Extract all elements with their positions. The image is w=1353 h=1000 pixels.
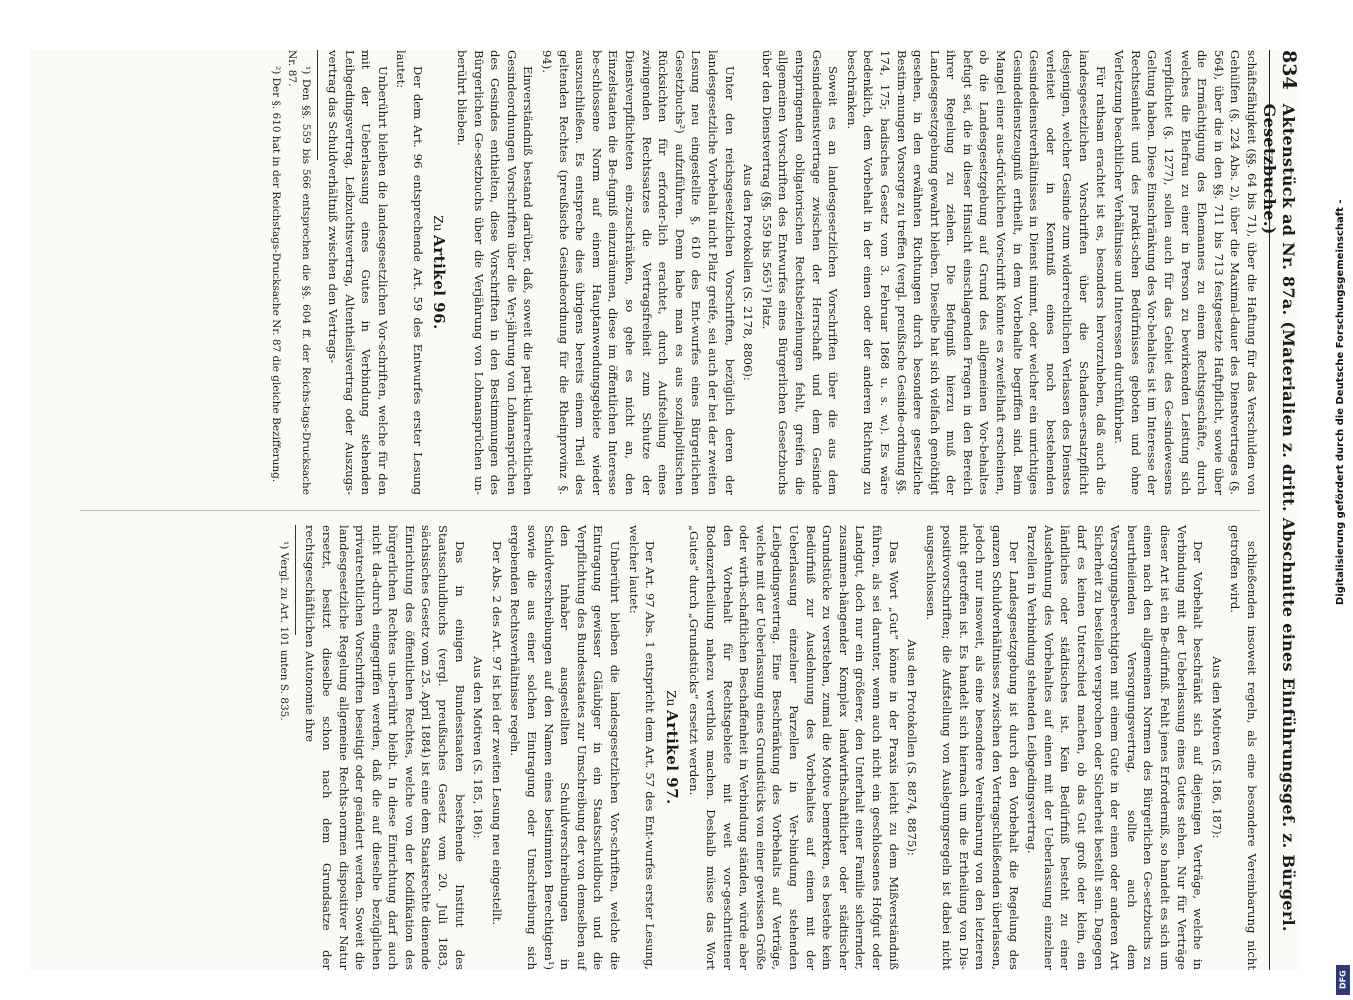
- right-column: [275, 525, 1260, 970]
- article-heading: Zu Artikel 96.: [430, 215, 449, 330]
- page-header: [1260, 50, 1300, 970]
- paragraph: Der dem Art. 96 entsprechende Art. 59 des Entwurfes erster Lesung lautet:: [394, 50, 425, 495]
- paragraph: Das Wort „Gut“ könne in der Praxis leicht zu dem Mißverständniß führen, als sei darunter, wenn auch nicht ein geschlossenes Hofgut oder Landgut, doch nur ein größerer, den Unterhalt einer Familie sichernder, zusammen-hängender Komplex landwirthschaftlicher oder städtischer Grundstücke zu verstehen, zumal die Motive bemerkten, es bestehe kein Bedürfniß zur Ausdehnung des Vorbehaltes auf einen mit der Ueberlassung einzelner Parzellen in Ver-bindung stehenden Leibgedingsvertrag. Eine Beschränkung des Vorbehalts auf Verträge, welche mit der Ueberlassung eines Grundstücks von einer gewissen Größe oder wirth-schaftlichen Beschaffenheit in Verbindung ständen, würde aber den Vorbehalt für Rechtsgebiete mit weit vor-geschrittener Bodenzertheilung nahezu werthlos machen. Deshalb müsse das Wort „Gutes“ durch „Grundstücks“ ersetzt werden.: [687, 525, 901, 970]
- paragraph: Soweit es an landesgesetzlichen Vorschriften über die aus dem Gesindedienstvertrage zwischen der Herrschaft und dem Gesinde entspringenden obligatorischen Rechtsbeziehungen fehlt, greifen die allgemeinen Vorschriften des Entwurfes eines Bürgerlichen Gesetzbuchs über den Dienstvertrag (§§. 559 bis 565¹) Platz.: [759, 50, 841, 495]
- paragraph: Unter den reichsgesetzlichen Vorschriften, bezüglich deren der landesgesetzliche Vorbehalt nicht Platz greife, sei auch der bei der zweiten Lesung neu eingestellte §. 610 des Ent-wurfes eines Bürgerlichen Gesetzbuchs²) aufzuführen. Denn habe man es aus sozialpolitischen Rücksichten für erforder-lich erachtet, durch Aufstellung eines zwingenden Rechtssatzes die Vertragsfreiheit zum Schutze der Dienstverpflichteten ein-zuschränken, so gehe es nicht an, den Einzelstaaten die Be-fugniß einzuräumen, diese im öffentlichen Interesse be-schlossene Norm auf einem Hauptanwendungsgebiete wieder auszuschließen. Es entspreche dies übrigens bereits einem Theil des geltenden Rechtes (preußische Gesindeordnung für die Rheinprovinz §. 94).: [540, 50, 737, 495]
- footnote-rule: [317, 50, 318, 160]
- source-heading: Aus den Protokollen (S. 2178, 8806):: [741, 164, 756, 381]
- paragraph: Der Landesgesetzgebung ist durch den Vorbehalt die Regelung des ganzen Schuldverhältnisses zwischen den Vertragschließenden überlassen, jedoch nur insoweit, als eine besondere Vereinbarung von den letzteren nicht getroffen ist. Es handelt sich hiernach um die Ertheilung von Dis-positivvorschriften; die Aufstellung von Auslegungsregeln ist dabei nicht ausgeschlossen.: [923, 525, 1021, 970]
- footnote: ²) Der §. 610 hat in der Reichstags-Drucksache Nr. 87 die gleiche Bezifferung.: [270, 66, 283, 483]
- quoted-text: Unberührt bleiben die landesgesetzlichen Vor-schriften, welche die Eintragung gewisser Gläubiger in ein Staatsschuldbuch und die Verpflichtung des Bundesstaates zur Umschreibung der von demselben auf den Inhaber ausgestellten Schuldverschreibungen in Schuldverschreibungen auf den Namen eines bestimmten Berechtigten¹) sowie die aus einer solchen Eintragung oder Umschreibung sich ergebenden Rechtsverhältnisse regeln.: [508, 525, 623, 970]
- paragraph: Einverständniß bestand darüber, daß, soweit die parti-kularrechtlichen Gesindeordnungen Vorschriften über die Ver-jährung von Lohnansprüchen des Gesindes enthielten, diese Vorschriften in den Bestimmungen des Bürgerlichen Ge-setzbuchs über die Verjährung von Lohnansprüchen un-berührt blieben.: [455, 50, 536, 495]
- digitization-credit: Digitalisierung gefördert durch die Deutsche Forschungsgemeinschaft -: [1335, 199, 1346, 605]
- article-heading: Zu Artikel 97.: [662, 690, 681, 805]
- document-page: [30, 50, 1300, 970]
- quoted-text: schließenden insoweit regeln, als eine besondere Vereinbarung nicht getroffen wird.: [1228, 525, 1259, 970]
- paragraph: Für rathsam erachtet ist es, besonders hervorzuheben, daß auch die landesgesetzlichen Vorschriften über die Schadens-ersatzpflicht desjenigen, welcher Gesinde zum widerrechtlichen Verlassen des Dienstes verleitet oder in Kenntniß eines noch bestehenden Gesindedienstverhältnisses in Dienst nimmt, oder welcher ein unrichtiges Gesindedienstzeugniß ertheilt, in dem Vorbehalte begriffen sind. Beim Mangel einer aus-drücklichen Vorschrift könnte es zweifelhaft erscheinen, ob die Landesgesetzgebung auf Grund des allgemeinen Vor-behaltes befugt sei, die in dieser Hinsicht einschlagenden Fragen in den Bereich ihrer Regelung zu ziehen. Die Befugniß hierzu muß der Landesgesetzgebung gewahrt bleiben. Dieselbe hat sich vielfach genöthigt gesehen, in den erwähnten Richtungen durch besondere gesetzliche Bestim-mungen Vorsorge zu treffen (vergl. preußische Gesinde-ordnung §§. 174, 175; badisches Gesetz vom 3. Februar 1868 u. s. w.). Es wäre bedenklich, dem Vorbehalt in der einen oder der anderen Richtung zu beschränken.: [844, 50, 1108, 495]
- paragraph: Der Vorbehalt beschränkt sich auf diejenigen Verträge, welche in Verbindung mit der Ueberlassung eines Gutes stehen. Nur für Verträge dieser Art ist ein Be-dürfniß. Fehlt jenes Erforderniß, so handelt es sich um einen nach den allgemeinen Normen des Bürgerlichen Ge-setzbuchs zu beurtheilenden Versorgungsvertrag, sollte auch dem Versorgungsberechtigten mit einem Gute in der einen oder anderen Art Sicherheit zu bestellen versprochen oder Sicherheit bestellt sein. Dagegen darf es keinen Unterschied machen, ob das Gut groß oder klein, ein ländliches oder städtisches ist. Kein Bedürfniß besteht zu einer Ausdehnung des Vorbehaltes auf einen mit der Ueberlassung einzelner Parzellen in Verbindung stehenden Leibgedingsvertrag.: [1025, 525, 1206, 970]
- article-title: Artikel 97.: [662, 710, 681, 805]
- page-number: 834: [1278, 50, 1300, 90]
- paragraph: schäftsfähigkeit (§§. 64 bis 71), über die Haftung für das Verschulden von Gehülfen (§. 224 Abs. 2), über die Maximal-dauer des Dienstvertrages (§. 564), über die in den §§. 711 bis 713 festgesetzte Haftpflicht, sowie über die Ermächtigung des Ehemannes zu einem Rechtsgeschäfte, durch welches die Ehefrau zu einer in Person zu bewirkenden Leistung sich verpflichtet (§. 1277), sollen auch für das Gebiet des Ge-sindewesens Geltung haben. Diese Einschränkung des Vor-behaltes ist im Interesse der Rechtseinheit und des prakti-schen Bedürfnisses geboten und ohne Verletzung beachtlicher Verhältnisse und Interessen durchführbar.: [1112, 50, 1259, 495]
- footnote: ¹) Vergl. zu Art. 101 unten S. 835.: [277, 541, 290, 721]
- source-heading: Aus den Protokollen (S. 8874, 8875):: [905, 639, 920, 856]
- dfg-logo: DFG: [1336, 965, 1350, 995]
- column-divider: [80, 510, 1260, 511]
- paragraph: Der Abs. 2 des Art. 97 ist bei der zweiten Lesung neu eingestellt.: [489, 541, 504, 925]
- source-heading: Aus den Motiven (S. 186, 187):: [1209, 656, 1224, 839]
- left-column: [267, 50, 1260, 495]
- source-heading: Aus den Motiven (S. 185, 186):: [471, 656, 486, 839]
- footnote: ¹) Den §§. 559 bis 566 entsprechen die §§. 604 ff. der Reichs-tags-Drucksache Nr. 87.: [286, 50, 313, 495]
- paragraph: Der Art. 97 Abs. 1 entspricht dem Art. 57 des Ent-wurfes erster Lesung, welcher lautet:: [626, 525, 658, 970]
- footnote-rule: [295, 525, 296, 635]
- quoted-text: Unberührt bleiben die landesgesetzlichen Vor-schriften, welche für den mit der Ueberlassung eines Gutes in Verbindung stehenden Leibgedingsvertrag, Leibzuchtsvertrag, Altentheilsvertrag oder Auszugs-vertrag das Schuldverhältniß zwischen den Vertrags-: [325, 50, 390, 495]
- page-title: Aktenstück ad Nr. 87a. (Materialien z. dritt. Abschnitte eines Einführungsgef. z. Bürgerl. Gesetzbuche.): [1260, 103, 1298, 932]
- article-title: Artikel 96.: [430, 235, 449, 330]
- paragraph: Das in einigen Bundesstaaten bestehende Institut des Staatsschuldbuchs (vergl. preußisches Gesetz vom 20. Juli 1883, sächsisches Gesetz vom 25. April 1884) ist eine dem Staatsrechte dienende Einrichtung des öffentlichen Rechtes, welche von der Kodifikation des bürgerlichen Rechtes un-berührt bleibt. In diese Einrichtung darf auch nicht da-durch eingegriffen werden, daß die auf dieselbe bezüglichen privatrechtlichen Vorschriften beseitigt oder geändert werden. Soweit die landesgesetzliche Regelung allgemeine Rechts-normen dispositiver Natur ersetzt, besitzt dieselbe schon nach dem Grundsatze der rechtsgeschäftlichen Autonomie ihre: [303, 525, 467, 970]
